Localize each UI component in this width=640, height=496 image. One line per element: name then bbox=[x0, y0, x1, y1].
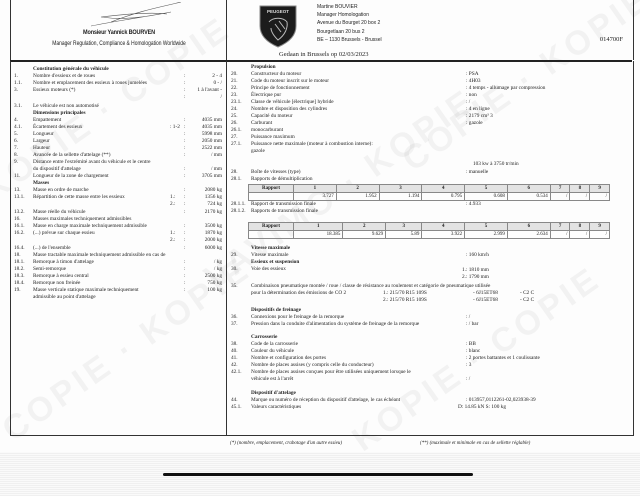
ratio-header-cell: Rapport bbox=[249, 223, 294, 231]
field-label: Code du moteur inscrit sur le moteur bbox=[251, 78, 329, 84]
colon: : bbox=[184, 237, 186, 243]
footnote-fifth-wheel: (**) (maximale et minimale en cas de sellette réglable) bbox=[420, 441, 531, 446]
footnote-axle: (*) (nombre, emplacement, crabotage d'un autre essieu) bbox=[230, 441, 343, 446]
field-value: 750 kg bbox=[207, 280, 222, 286]
field-number: 44. bbox=[231, 397, 238, 403]
colon: : bbox=[184, 187, 186, 193]
field-number: 6. bbox=[14, 138, 18, 144]
field-label: Semi-remorque bbox=[33, 266, 66, 272]
field-number: 4. bbox=[14, 117, 18, 123]
colon: : bbox=[184, 223, 186, 229]
field-value: / kg bbox=[213, 259, 222, 265]
field-value: : BB bbox=[466, 341, 476, 347]
field-number: 13.1. bbox=[14, 194, 25, 200]
field-number: 24. bbox=[231, 106, 238, 112]
field-label: Répartition de cette masse entre les essieux bbox=[33, 194, 125, 200]
field-sub: 2.: bbox=[170, 201, 176, 207]
field-value: : gazole bbox=[466, 120, 483, 126]
field-number: 1.1. bbox=[14, 80, 22, 86]
field-value: 4035 mm bbox=[201, 117, 222, 123]
field-value: / mm bbox=[210, 152, 222, 158]
ratio-value-cell: 0.795 bbox=[422, 193, 465, 201]
field-number: 16.2. bbox=[14, 230, 25, 236]
field-value: / bbox=[220, 94, 222, 100]
colon: : bbox=[184, 287, 186, 293]
colon: : bbox=[184, 131, 186, 137]
field-label: monocarburant bbox=[251, 127, 284, 133]
field-label: Masse tractable maximale techniquement admissible en cas de bbox=[33, 252, 166, 258]
field-number: 16.4. bbox=[14, 245, 25, 251]
field-number: 25. bbox=[231, 113, 238, 119]
field-label: Remorque à timon d'attelage bbox=[33, 259, 94, 265]
field-number: 18.1. bbox=[14, 259, 25, 265]
field-label: Puissance nette maximale (moteur à combustion interne): bbox=[251, 141, 373, 147]
svg-text:PEUGEOT: PEUGEOT bbox=[266, 9, 290, 14]
field-label: Pression dans la conduite d'alimentation du système de freinage de la remorque bbox=[251, 321, 420, 327]
field-number: 13.2. bbox=[14, 209, 25, 215]
field-number: 45.1. bbox=[231, 404, 242, 410]
field-label: Puissance maximum bbox=[251, 134, 295, 140]
field-number: 38. bbox=[231, 341, 238, 347]
ratio-header-cell: 4 bbox=[422, 185, 465, 193]
field-label: Écartement des essieux bbox=[33, 124, 83, 130]
field-number: 18.2. bbox=[14, 266, 25, 272]
tyre-spec: 2.: 215/70 R15 109S bbox=[383, 297, 427, 303]
field-value: : 4 en ligne bbox=[466, 106, 490, 112]
field-number: 3.1. bbox=[14, 103, 22, 109]
field-number: 4.1. bbox=[14, 124, 22, 130]
ratio-value-cell: 2.999 bbox=[465, 231, 508, 239]
field-value: / mm bbox=[210, 166, 222, 172]
final-drive-ratio-table bbox=[248, 222, 610, 239]
tyre-spec: - C2 C bbox=[520, 297, 535, 303]
signatory-name: Monsieur Yannick BOURVEN bbox=[83, 29, 155, 36]
field-number: 16.1. bbox=[14, 223, 25, 229]
field-value: D: 14.85 kN S: 100 kg bbox=[458, 404, 506, 410]
field-value: 3500 kg bbox=[204, 223, 222, 229]
field-number: 23. bbox=[231, 92, 238, 98]
ratio-value-cell: 0.608 bbox=[465, 193, 508, 201]
field-value: 2 - 4 bbox=[212, 73, 222, 79]
ratio-value-cell: 9.629 bbox=[343, 231, 386, 239]
field-label: Constructeur du moteur bbox=[251, 71, 302, 77]
field-sub: : 1-2 bbox=[170, 124, 180, 130]
field-label: Nombre de places assises conçues pour être utilisées uniquement lorsque le bbox=[251, 369, 411, 375]
field-label: pour la détermination des émissions de CO 2 bbox=[251, 290, 347, 296]
colon: : bbox=[184, 280, 186, 286]
field-label: Masse en ordre de marche bbox=[33, 187, 89, 193]
field-label: Couleur du véhicule bbox=[251, 348, 294, 354]
field-number: 29. bbox=[231, 252, 238, 258]
field-value: 1356 kg bbox=[204, 194, 222, 200]
colon: : bbox=[184, 230, 186, 236]
field-label: Longueur de la zone de chargement bbox=[33, 173, 109, 179]
field-number: 18.4. bbox=[14, 280, 25, 286]
field-number: 1. bbox=[14, 73, 18, 79]
fuel-label: gazole bbox=[251, 148, 265, 154]
ratio-header-cell: 3 bbox=[379, 185, 422, 193]
field-label: Masse réelle du véhicule bbox=[33, 209, 86, 215]
ratio-value-cell: / bbox=[550, 231, 570, 239]
field-number: 18.3. bbox=[14, 273, 25, 279]
field-value: : 3 bbox=[466, 362, 472, 368]
contact-address: Martine BOUVIER Manager Homologation Avenue du Bourget 20 box 2 Bourgetlaan 20 bus 2 BE – 1130 Brussels - Brussel bbox=[317, 4, 382, 43]
field-value: 6000 kg bbox=[204, 245, 222, 251]
colon: : bbox=[184, 266, 186, 272]
field-number: 22. bbox=[231, 85, 238, 91]
field-value: : / bbox=[466, 99, 471, 105]
ratio-header-cell: 3 bbox=[386, 223, 422, 231]
ratio-header-cell: Rapport bbox=[249, 185, 294, 193]
field-number: 21. bbox=[231, 78, 238, 84]
ratio-header-cell: 2 bbox=[336, 185, 379, 193]
ratio-value-cell: / bbox=[570, 231, 590, 239]
field-value: 3705 mm bbox=[201, 173, 222, 179]
field-label: Voie des essieux bbox=[251, 266, 286, 272]
field-label: Code de la carrosserie bbox=[251, 341, 298, 347]
field-sub: 2.: bbox=[170, 237, 176, 243]
field-label: Masse en charge maximale techniquement admissible bbox=[33, 223, 147, 229]
field-label: Boîte de vitesses (type) bbox=[251, 169, 301, 175]
ratio-value-cell: / bbox=[590, 193, 610, 201]
ratio-value-cell: 5.89 bbox=[386, 231, 422, 239]
colon: : bbox=[184, 273, 186, 279]
field-label: Remorque à essieu central bbox=[33, 273, 89, 279]
field-value: 2170 kg bbox=[204, 209, 222, 215]
tyre-spec: - C2 C bbox=[520, 290, 535, 296]
field-number: 42. bbox=[231, 362, 238, 368]
colon: : bbox=[184, 194, 186, 200]
field-label: Vitesse maximale bbox=[251, 252, 289, 258]
field-label: du dispositif d'attelage bbox=[33, 166, 81, 172]
field-number: 27.1. bbox=[231, 141, 242, 147]
tyre-spec: 1.: 215/70 R15 109S bbox=[383, 290, 427, 296]
field-label: Principe de fonctionnement bbox=[251, 85, 310, 91]
ratio-header-cell: 6 bbox=[507, 223, 550, 231]
field-value: 1870 kg bbox=[204, 230, 222, 236]
issued-at: Gedaan in Brussels op 02/03/2023 bbox=[279, 51, 369, 58]
field-value: : 013957,0112261-02,023938-39 bbox=[466, 397, 536, 403]
section-title: Carrosserie bbox=[251, 334, 278, 340]
colon: : bbox=[184, 80, 186, 86]
field-number: 18. bbox=[14, 252, 21, 258]
field-label: Largeur bbox=[33, 138, 50, 144]
field-label: Connexions pour le freinage de la remorque bbox=[251, 314, 345, 320]
tyre-spec: - 6J15ET68 bbox=[473, 290, 498, 296]
field-value: : 4.933 bbox=[466, 201, 481, 207]
field-label: véhicule est à l'arrêt bbox=[251, 376, 294, 382]
field-sub: 1.: bbox=[170, 194, 176, 200]
field-label: Classe de véhicule [électrique] hybride bbox=[251, 99, 334, 105]
ratio-header-cell: 9 bbox=[590, 223, 610, 231]
field-label: Nombre de places assises (y compris celle du conducteur) bbox=[251, 362, 374, 368]
field-value: : 160 km/h bbox=[466, 252, 489, 258]
field-number: 23.1. bbox=[231, 99, 242, 105]
field-value: 4035 mm bbox=[201, 124, 222, 130]
field-number: 16. bbox=[14, 216, 21, 222]
field-number: 11. bbox=[14, 173, 21, 179]
field-number: 19. bbox=[14, 287, 21, 293]
field-number: 28. bbox=[231, 169, 238, 175]
field-number: 20. bbox=[231, 71, 238, 77]
section-title: Dispositifs de freinage bbox=[251, 307, 301, 313]
field-value: 2050 mm bbox=[201, 138, 222, 144]
max-power: 103 kw à 3750 tr/min bbox=[473, 161, 519, 167]
ratio-header-cell: 7 bbox=[550, 185, 570, 193]
field-label: Essieux moteurs (*) bbox=[33, 87, 76, 93]
ratio-value-cell: / bbox=[570, 193, 590, 201]
section-title: Dispositif d'attelage bbox=[251, 390, 296, 396]
colon: : bbox=[184, 152, 186, 158]
handwritten-signature bbox=[71, 2, 191, 30]
gear-ratio-table bbox=[248, 184, 610, 201]
peugeot-logo-icon bbox=[257, 2, 299, 48]
field-number: 26.1. bbox=[231, 127, 242, 133]
field-value: : / bbox=[466, 314, 471, 320]
field-value: 5998 mm bbox=[201, 131, 222, 137]
ratio-header-cell: 1 bbox=[294, 223, 343, 231]
colon: : bbox=[184, 259, 186, 265]
field-label: admissible au point d'attelage bbox=[33, 294, 96, 300]
field-label: Masses maximales techniquement admissibles bbox=[33, 216, 132, 222]
field-label: Combinaison pneumatique montée / roue / classe de résistance au roulement et catégorie de pneumatique utilisée bbox=[251, 283, 491, 289]
field-value: 100 kg bbox=[207, 287, 222, 293]
ratio-header-cell: 8 bbox=[570, 223, 590, 231]
field-label: Longueur bbox=[33, 131, 54, 137]
section-title: Masses bbox=[33, 180, 50, 186]
section-title: Vitesse maximale bbox=[251, 245, 291, 251]
field-label: Nombre d'essieux et de roues bbox=[33, 73, 96, 79]
ratio-value-cell: 3.727 bbox=[294, 193, 337, 201]
field-number: 30. bbox=[231, 266, 238, 272]
ratio-header-cell: 1 bbox=[294, 185, 337, 193]
ratio-value-cell: 18.385 bbox=[294, 231, 343, 239]
ratio-value-cell: 2.634 bbox=[507, 231, 550, 239]
field-label: Rapports de démultiplication bbox=[251, 176, 313, 182]
ratio-header-cell: 4 bbox=[422, 223, 465, 231]
field-number: 8. bbox=[14, 152, 18, 158]
ratio-header-cell: 8 bbox=[570, 185, 590, 193]
field-label: (...) de l'ensemble bbox=[33, 245, 71, 251]
field-number: 37. bbox=[231, 321, 238, 327]
signature-block bbox=[10, 0, 227, 60]
field-number: 28.1.1. bbox=[231, 201, 246, 207]
field-number: 28.1.2. bbox=[231, 208, 246, 214]
field-label: Nombre et disposition des cylindres bbox=[251, 106, 328, 112]
field-number: 42.1. bbox=[231, 369, 242, 375]
field-sub: 1.: bbox=[170, 230, 176, 236]
field-value: 724 kg bbox=[207, 201, 222, 207]
field-label: Carburant bbox=[251, 120, 273, 126]
field-label: Le véhicule est non automotisé bbox=[33, 103, 99, 109]
colon: : bbox=[184, 145, 186, 151]
ratio-value-cell: 1.194 bbox=[379, 193, 422, 201]
field-label: (...) prévue sur chaque essieu bbox=[33, 230, 95, 236]
field-label: Nombre et configuration des portes bbox=[251, 355, 327, 361]
ratio-value-cell: / bbox=[550, 193, 570, 201]
field-value: : manuelle bbox=[466, 169, 489, 175]
field-value: / kg bbox=[213, 266, 222, 272]
field-number: 13. bbox=[14, 187, 21, 193]
field-number: 9. bbox=[14, 159, 18, 165]
colon: : bbox=[184, 173, 186, 179]
ratio-header-cell: 6 bbox=[507, 185, 550, 193]
ratio-value-cell: 0.534 bbox=[507, 193, 550, 201]
field-value: 2080 kg bbox=[204, 187, 222, 193]
field-number: 35. bbox=[231, 283, 238, 289]
scroll-indicator[interactable] bbox=[163, 473, 473, 476]
colon: : bbox=[184, 73, 186, 79]
colon: : bbox=[184, 117, 186, 123]
field-label: Distance entre l'extrémité avant du véhicule et le centre bbox=[33, 159, 151, 165]
field-value: 2000 kg bbox=[204, 237, 222, 243]
ratio-value-cell: 1.952 bbox=[336, 193, 379, 201]
field-value: : PSA bbox=[466, 71, 479, 77]
ratio-value-cell: 3.922 bbox=[422, 231, 465, 239]
field-number: 28.1. bbox=[231, 176, 242, 182]
colon: : bbox=[184, 209, 186, 215]
field-number: 41. bbox=[231, 355, 238, 361]
field-number: 36. bbox=[231, 314, 238, 320]
field-number: 26. bbox=[231, 120, 238, 126]
field-value: 0 - / bbox=[213, 80, 222, 86]
field-label: Valeurs caractéristiques bbox=[251, 404, 302, 410]
colon: : bbox=[184, 94, 186, 100]
colon: : bbox=[184, 87, 186, 93]
field-number: 7. bbox=[14, 145, 18, 151]
ratio-header-cell: 9 bbox=[590, 185, 610, 193]
field-label: Nombre et emplacement des essieux à roues jumelées bbox=[33, 80, 147, 86]
section-title: Constitution générale du véhicule bbox=[33, 66, 109, 72]
ratio-value-cell bbox=[249, 193, 294, 201]
issuer-block bbox=[226, 0, 634, 60]
field-number: 5. bbox=[14, 131, 18, 137]
field-value: 1.: 1810 mm bbox=[462, 267, 489, 273]
field-label: Hauteur bbox=[33, 145, 51, 151]
field-value: : 2179 cm³ 3 bbox=[466, 113, 493, 119]
colon: : bbox=[184, 124, 186, 130]
colon: : bbox=[184, 245, 186, 251]
colon: : bbox=[184, 201, 186, 207]
field-value: : blanc bbox=[466, 348, 481, 354]
section-title: Essieux et suspension bbox=[251, 259, 300, 265]
field-label: Électrique pur bbox=[251, 92, 282, 98]
section-title: Dimensions principales bbox=[33, 110, 86, 116]
field-value: : 4H03 bbox=[466, 78, 481, 84]
colon: : bbox=[184, 166, 186, 172]
field-label: Remorque non freinée bbox=[33, 280, 81, 286]
field-number: 40. bbox=[231, 348, 238, 354]
field-number: 27. bbox=[231, 134, 238, 140]
field-value: 2.: 1790 mm bbox=[462, 274, 489, 280]
colon: : bbox=[184, 138, 186, 144]
field-label: Empattement bbox=[33, 117, 62, 123]
field-label: Rapports de transmission finale bbox=[251, 208, 318, 214]
ratio-value-cell bbox=[249, 231, 294, 239]
field-value: : 2 portes battantes et 1 coulissante bbox=[466, 355, 540, 361]
field-number: 3. bbox=[14, 87, 18, 93]
field-label: Marque ou numéro de réception du dispositif d'attelage, le cas échéant bbox=[251, 397, 401, 403]
field-value: 1 à l'avant - bbox=[197, 87, 222, 93]
tyre-spec: - 6J15ET68 bbox=[473, 297, 498, 303]
field-value: : non bbox=[466, 92, 477, 98]
field-label: Masse verticale statique maximale techniquement bbox=[33, 287, 139, 293]
ratio-header-cell: 5 bbox=[465, 185, 508, 193]
field-label: Rapport de transmission finale bbox=[251, 201, 316, 207]
ratio-header-cell: 5 bbox=[465, 223, 508, 231]
field-label: Capacité du moteur bbox=[251, 113, 293, 119]
section-title: Propulsion bbox=[251, 64, 276, 70]
document-number: 014700F bbox=[599, 36, 623, 43]
field-value: 2522 mm bbox=[201, 145, 222, 151]
field-value: : / bar bbox=[466, 321, 479, 327]
ratio-header-cell: 2 bbox=[343, 223, 386, 231]
ratio-header-cell: 7 bbox=[550, 223, 570, 231]
field-value: : 4 temps - allumage par compression bbox=[466, 85, 546, 91]
signatory-title: Manager Regulation, Compliance & Homologation Worldwide bbox=[52, 40, 186, 47]
field-value: : / bbox=[466, 376, 471, 382]
field-label: Avancée de la sellette d'attelage (**) bbox=[33, 152, 111, 158]
field-value: 2500 kg bbox=[204, 273, 222, 279]
ratio-value-cell: / bbox=[590, 231, 610, 239]
